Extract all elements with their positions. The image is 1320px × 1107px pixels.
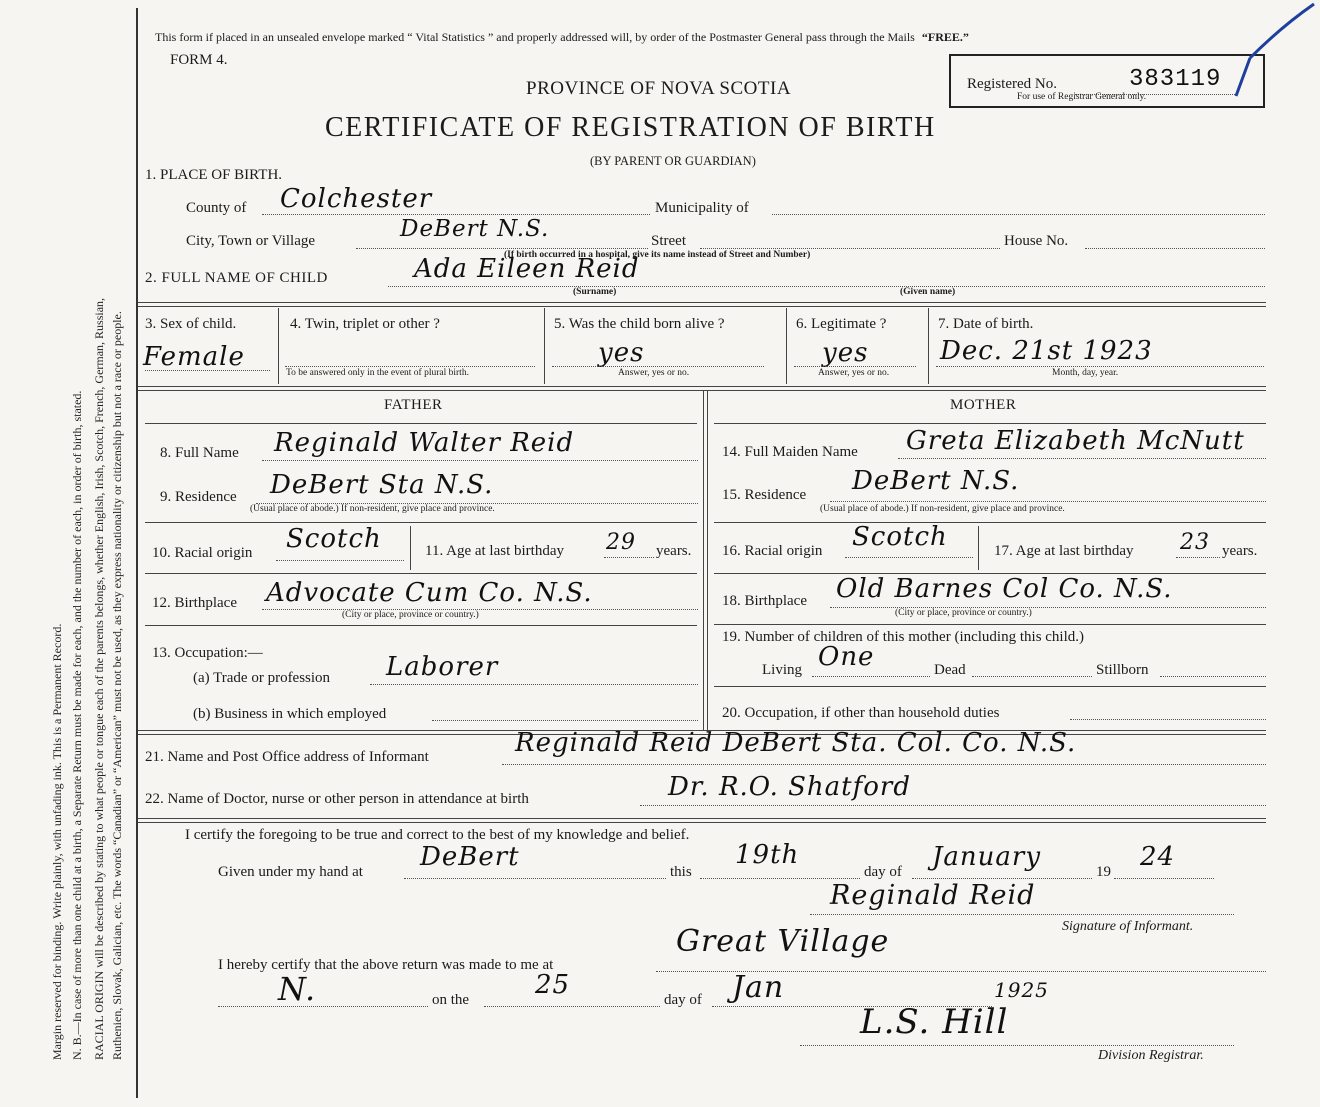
- informant-label: 21. Name and Post Office address of Informant: [145, 749, 429, 765]
- father-age-value: 29: [606, 530, 636, 555]
- this-label: this: [670, 864, 692, 880]
- father-years-label: years.: [656, 543, 692, 559]
- street-label: Street: [651, 233, 686, 249]
- mother-residence-value: DeBert N.S.: [852, 466, 1020, 496]
- father-birthplace-note: (City or place, province or country.): [342, 610, 479, 620]
- day-of-label-2: day of: [664, 992, 702, 1008]
- mother-birthplace-note: (City or place, province or country.): [895, 608, 1032, 618]
- hereby-certify-label: I hereby certify that the above return was made to me at: [218, 957, 554, 973]
- legitimate-label: 6. Legitimate ?: [796, 316, 887, 332]
- made-place-value: N.: [278, 970, 317, 1008]
- mother-birthplace-label: 18. Birthplace: [722, 593, 807, 609]
- mother-heading: MOTHER: [950, 397, 1017, 413]
- father-birthplace-value: Advocate Cum Co. N.S.: [266, 578, 593, 608]
- doctor-value: Dr. R.O. Shatford: [668, 772, 911, 802]
- dob-note: Month, day, year.: [1052, 368, 1119, 378]
- registrar-note: For use of Registrar General only.: [1017, 92, 1147, 102]
- registered-number-box: [949, 54, 1265, 108]
- legitimate-value: yes: [822, 338, 869, 368]
- given-name-note: (Given name): [900, 287, 956, 297]
- division-registrar-label: Division Registrar.: [1098, 1048, 1204, 1063]
- trade-label: (a) Trade or profession: [193, 670, 331, 686]
- born-alive-note: Answer, yes or no.: [618, 368, 690, 378]
- province-heading: PROVINCE OF NOVA SCOTIA: [526, 78, 792, 99]
- twin-label: 4. Twin, triplet or other ?: [290, 316, 440, 332]
- hospital-note: (If birth occurred in a hospital, give its name instead of Street and Number): [504, 250, 811, 260]
- living-value: One: [818, 642, 875, 672]
- mail-notice: This form if placed in an unsealed envelope marked “ Vital Statistics ” and properly addressed will, by order of the Postmaster General pass through the Mails “FREE.”: [155, 30, 969, 44]
- dead-label: Dead: [934, 662, 966, 678]
- registered-number: 383119: [1129, 66, 1222, 93]
- mother-name-value: Greta Elizabeth McNutt: [906, 426, 1245, 456]
- mother-name-label: 14. Full Maiden Name: [722, 444, 858, 460]
- page-subtitle: (BY PARENT OR GUARDIAN): [590, 154, 756, 168]
- sex-label: 3. Sex of child.: [145, 316, 237, 332]
- page-title: CERTIFICATE OF REGISTRATION OF BIRTH: [325, 112, 936, 143]
- margin-note-2: N. B.—In case of more than one child at a birth, a Separate Return must be made for each, and the number of each, in order of birth, stated.: [70, 390, 84, 1060]
- day-of-label: day of: [864, 864, 902, 880]
- father-age-label: 11. Age at last birthday: [425, 543, 564, 559]
- mother-race-value: Scotch: [852, 522, 948, 552]
- stillborn-label: Stillborn: [1096, 662, 1149, 678]
- father-heading: FATHER: [384, 397, 443, 413]
- born-alive-label: 5. Was the child born alive ?: [554, 316, 725, 332]
- county-value: Colchester: [280, 184, 433, 214]
- living-label: Living: [762, 662, 802, 678]
- made-month-value: Jan: [732, 970, 785, 1005]
- mother-age-label: 17. Age at last birthday: [994, 543, 1134, 559]
- twin-note: To be answered only in the event of plural birth.: [286, 368, 469, 378]
- pen-stroke-mark: [1228, 0, 1318, 100]
- given-day-value: 19th: [735, 840, 800, 870]
- father-name-label: 8. Full Name: [160, 445, 239, 461]
- form-number: FORM 4.: [170, 52, 228, 68]
- surname-note: (Surname): [573, 287, 617, 297]
- margin-border: [136, 8, 138, 1098]
- legitimate-note: Answer, yes or no.: [818, 368, 890, 378]
- margin-note-1: Margin reserved for binding. Write plainly, with unfading ink. This is a Permanent Record.: [50, 623, 64, 1060]
- sex-value: Female: [143, 342, 245, 372]
- father-race-value: Scotch: [286, 524, 382, 554]
- father-residence-value: DeBert Sta N.S.: [270, 470, 494, 500]
- informant-signature: Reginald Reid: [830, 880, 1036, 911]
- father-name-value: Reginald Walter Reid: [274, 428, 575, 458]
- made-year-value: 1925: [994, 978, 1049, 1002]
- given-year-value: 24: [1140, 842, 1176, 872]
- made-at-value: Great Village: [676, 924, 890, 959]
- father-birthplace-label: 12. Birthplace: [152, 595, 237, 611]
- trade-value: Laborer: [386, 652, 499, 682]
- mother-occupation-label: 20. Occupation, if other than household duties: [722, 705, 1000, 721]
- given-under-label: Given under my hand at: [218, 864, 363, 880]
- business-label: (b) Business in which employed: [193, 706, 387, 722]
- mother-birthplace-value: Old Barnes Col Co. N.S.: [836, 574, 1173, 604]
- mother-residence-note: (Usual place of abode.) If non-resident, give place and province.: [820, 504, 1065, 514]
- informant-value: Reginald Reid DeBert Sta. Col. Co. N.S.: [515, 728, 1077, 758]
- registrar-signature: L.S. Hill: [860, 1002, 1009, 1042]
- doctor-label: 22. Name of Doctor, nurse or other person in attendance at birth: [145, 791, 529, 807]
- father-residence-note: (Usual place of abode.) If non-resident, give place and province.: [250, 504, 495, 514]
- dob-value: Dec. 21st 1923: [940, 336, 1153, 366]
- registered-label: Registered No.: [967, 76, 1057, 92]
- born-alive-value: yes: [598, 338, 645, 368]
- children-label: 19. Number of children of this mother (including this child.): [722, 629, 1085, 645]
- margin-notes: [0, 0, 135, 1107]
- child-name-value: Ada Eileen Reid: [414, 254, 640, 284]
- city-value: DeBert N.S.: [400, 216, 550, 242]
- dob-label: 7. Date of birth.: [938, 316, 1034, 332]
- given-at-value: DeBert: [420, 842, 520, 872]
- house-label: House No.: [1004, 233, 1069, 249]
- municipality-label: Municipality of: [655, 200, 749, 216]
- mother-age-value: 23: [1180, 530, 1210, 555]
- full-name-label: 2. FULL NAME OF CHILD: [145, 270, 328, 286]
- signature-informant-label: Signature of Informant.: [1062, 919, 1194, 934]
- place-of-birth-label: 1. PLACE OF BIRTH.: [145, 167, 283, 183]
- mother-years-label: years.: [1222, 543, 1258, 559]
- margin-note-4: Ruthenien, Slovak, Galician, etc. The words “Canadian” or “American” must not be used, as they express nationality or citizenship but not a race or people.: [110, 311, 124, 1060]
- mother-residence-label: 15. Residence: [722, 487, 807, 503]
- father-residence-label: 9. Residence: [160, 489, 237, 505]
- made-day-value: 25: [535, 970, 571, 1000]
- year-prefix-label: 19: [1096, 864, 1111, 880]
- on-the-label: on the: [432, 992, 470, 1008]
- certify-statement: I certify the foregoing to be true and correct to the best of my knowledge and belief.: [185, 827, 690, 843]
- given-month-value: January: [932, 842, 1042, 872]
- city-label: City, Town or Village: [186, 233, 316, 249]
- occupation-label: 13. Occupation:—: [152, 645, 263, 661]
- mother-race-label: 16. Racial origin: [722, 543, 823, 559]
- father-race-label: 10. Racial origin: [152, 545, 253, 561]
- margin-note-3: RACIAL ORIGIN will be described by stating to what people or tongue each of the parents belongs, whether English, Irish, Scotch, French, German, Russian,: [92, 297, 106, 1060]
- county-label: County of: [186, 200, 247, 216]
